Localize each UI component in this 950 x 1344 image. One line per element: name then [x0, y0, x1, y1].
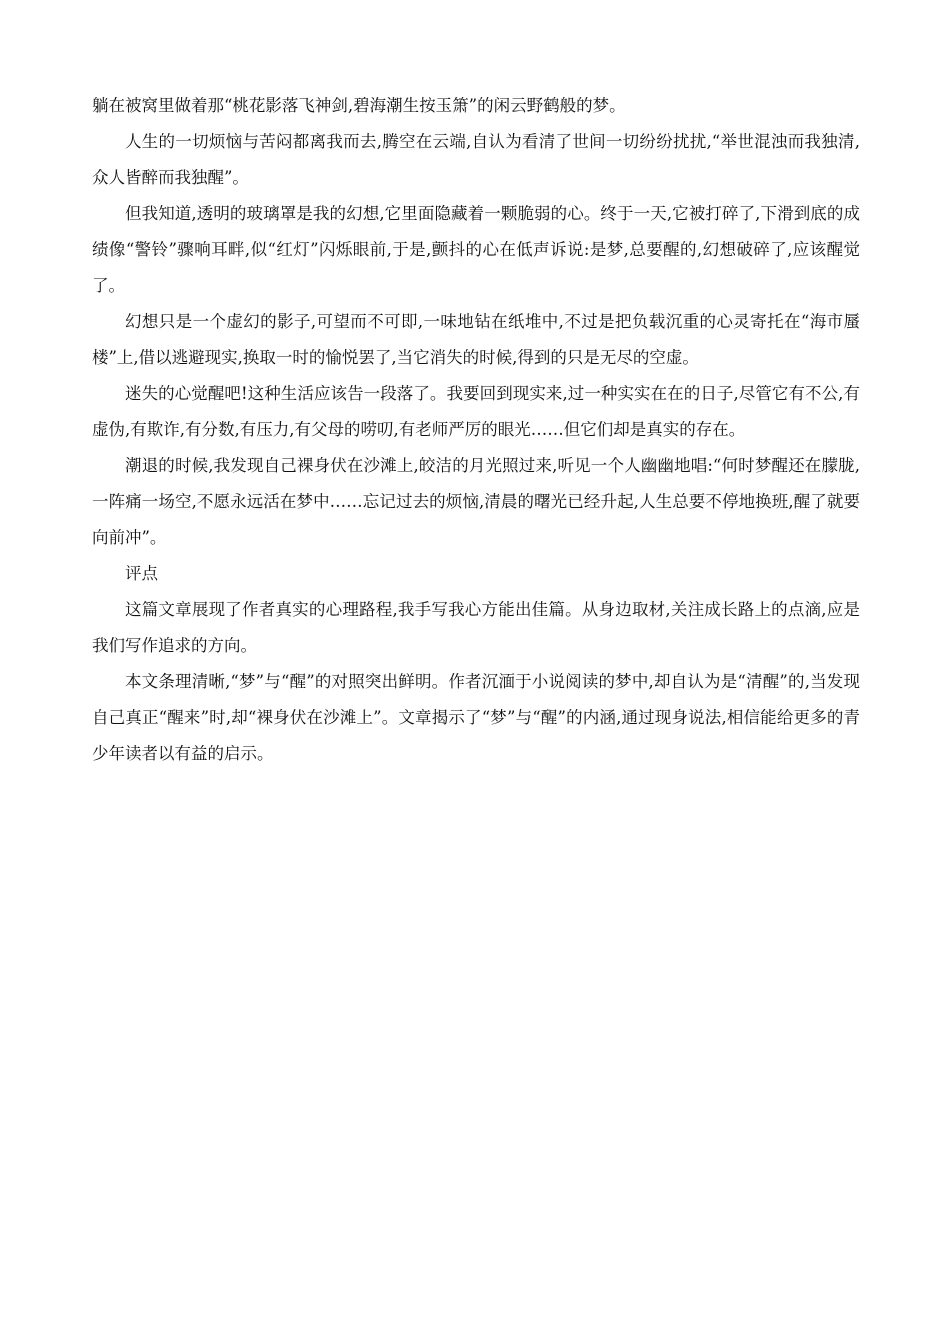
review-paragraph: 这篇文章展现了作者真实的心理路程,我手写我心方能出佳篇。从身边取材,关注成长路上的点滴,应是我们写作追求的方向。	[92, 600, 860, 655]
essay-paragraph: 潮退的时候,我发现自己裸身伏在沙滩上,皎洁的月光照过来,听见一个人幽幽地唱:“何时梦醒还在朦胧,一阵痛一场空,不愿永远活在梦中……忘记过去的烦恼,清晨的曙光已经升起,人生总要不停地换班,醒了就要向前冲”。	[92, 456, 860, 547]
review-heading: 评点	[125, 564, 158, 583]
review-paragraph: 本文条理清晰,“梦”与“醒”的对照突出鲜明。作者沉湎于小说阅读的梦中,却自认为是“清醒”的,当发现自己真正“醒来”时,却“裸身伏在沙滩上”。文章揭示了“梦”与“醒”的内涵,通过现身说法,相信能给更多的青少年读者以有益的启示。	[92, 672, 860, 763]
essay-paragraph: 迷失的心觉醒吧!这种生活应该告一段落了。我要回到现实来,过一种实实在在的日子,尽管它有不公,有虚伪,有欺诈,有分数,有压力,有父母的唠叨,有老师严厉的眼光……但它们却是真实的存在。	[92, 384, 860, 439]
essay-paragraph: 幻想只是一个虚幻的影子,可望而不可即,一味地钻在纸堆中,不过是把负载沉重的心灵寄托在“海市蜃楼”上,借以逃避现实,换取一时的愉悦罢了,当它消失的时候,得到的只是无尽的空虚。	[92, 312, 860, 367]
essay-paragraph: 人生的一切烦恼与苦闷都离我而去,腾空在云端,自认为看清了世间一切纷纷扰扰,“举世混浊而我独清,众人皆醉而我独醒”。	[92, 132, 860, 187]
essay-paragraph: 但我知道,透明的玻璃罩是我的幻想,它里面隐藏着一颗脆弱的心。终于一天,它被打碎了,下滑到底的成绩像“警铃”骤响耳畔,似“红灯”闪烁眼前,于是,颤抖的心在低声诉说:是梦,总要醒的,幻想破碎了,应该醒觉了。	[92, 204, 860, 295]
document-page	[92, 88, 860, 772]
essay-paragraph: 躺在被窝里做着那“桃花影落飞神剑,碧海潮生按玉箫”的闲云野鹤般的梦。	[92, 96, 626, 115]
